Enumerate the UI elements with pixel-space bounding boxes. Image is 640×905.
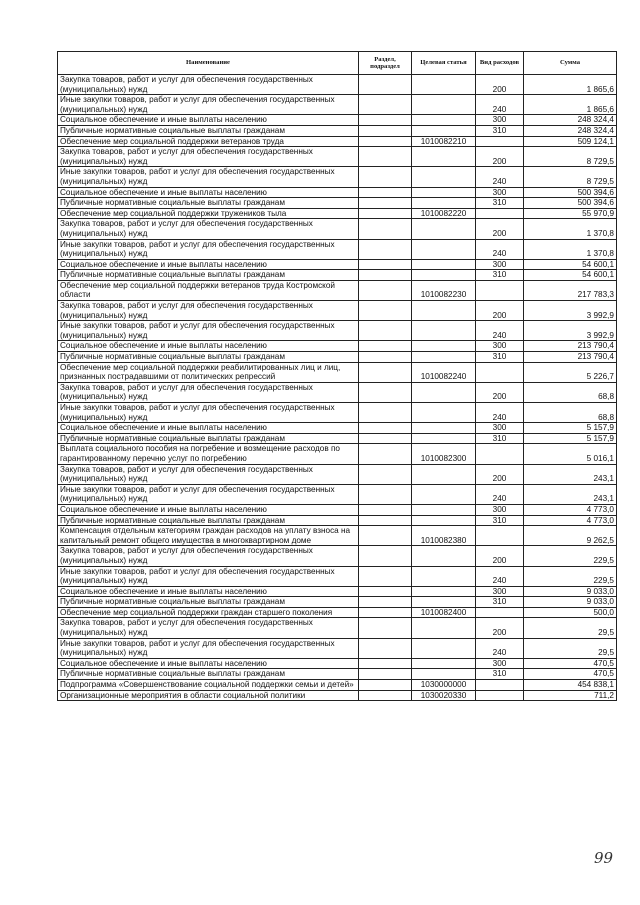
cell-target	[412, 464, 476, 484]
cell-name: Социальное обеспечение и иные выплаты населению	[58, 423, 359, 434]
cell-kind: 240	[476, 321, 524, 341]
cell-name: Публичные нормативные социальные выплаты гражданам	[58, 198, 359, 209]
cell-sum: 229,5	[524, 546, 617, 566]
cell-name: Публичные нормативные социальные выплаты гражданам	[58, 669, 359, 680]
table-row	[58, 208, 617, 219]
cell-section	[359, 321, 412, 341]
cell-target	[412, 423, 476, 434]
table-row	[58, 382, 617, 402]
cell-kind: 240	[476, 566, 524, 586]
cell-kind: 300	[476, 658, 524, 669]
cell-target	[412, 187, 476, 198]
budget-table	[57, 51, 617, 701]
cell-sum: 8 729,5	[524, 167, 617, 187]
cell-name: Обеспечение мер социальной поддержки тружеников тыла	[58, 208, 359, 219]
cell-target	[412, 669, 476, 680]
cell-sum: 5 016,1	[524, 444, 617, 464]
cell-section	[359, 362, 412, 382]
cell-kind	[476, 526, 524, 546]
table-row	[58, 198, 617, 209]
cell-kind	[476, 607, 524, 618]
cell-kind: 300	[476, 115, 524, 126]
cell-section	[359, 219, 412, 239]
cell-kind: 310	[476, 352, 524, 363]
cell-sum: 5 226,7	[524, 362, 617, 382]
cell-kind: 310	[476, 125, 524, 136]
table-row	[58, 597, 617, 608]
cell-kind: 200	[476, 382, 524, 402]
cell-sum: 1 370,8	[524, 219, 617, 239]
cell-section	[359, 546, 412, 566]
cell-sum: 29,5	[524, 618, 617, 638]
cell-name: Публичные нормативные социальные выплаты гражданам	[58, 125, 359, 136]
cell-kind	[476, 280, 524, 300]
cell-kind: 240	[476, 239, 524, 259]
cell-section	[359, 607, 412, 618]
cell-name: Закупка товаров, работ и услуг для обеспечения государственных (муниципальных) нужд	[58, 382, 359, 402]
cell-name: Социальное обеспечение и иные выплаты населению	[58, 187, 359, 198]
cell-name: Иные закупки товаров, работ и услуг для обеспечения государственных (муниципальных) нужд	[58, 95, 359, 115]
cell-section	[359, 658, 412, 669]
table-row	[58, 680, 617, 691]
cell-target	[412, 658, 476, 669]
cell-section	[359, 680, 412, 691]
cell-target	[412, 321, 476, 341]
table-row	[58, 464, 617, 484]
cell-name: Подпрограмма «Совершенствование социальной поддержки семьи и детей»	[58, 680, 359, 691]
table-row	[58, 504, 617, 515]
cell-name: Социальное обеспечение и иные выплаты населению	[58, 586, 359, 597]
cell-kind: 310	[476, 433, 524, 444]
cell-name: Публичные нормативные социальные выплаты гражданам	[58, 433, 359, 444]
table-row	[58, 219, 617, 239]
cell-name: Иные закупки товаров, работ и услуг для обеспечения государственных (муниципальных) нужд	[58, 566, 359, 586]
cell-sum: 229,5	[524, 566, 617, 586]
cell-name: Закупка товаров, работ и услуг для обеспечения государственных (муниципальных) нужд	[58, 147, 359, 167]
cell-name: Выплата социального пособия на погребение и возмещение расходов по гарантированному перечню услуг по погребению	[58, 444, 359, 464]
cell-name: Обеспечение мер социальной поддержки реабилитированных лиц и лиц, признанных пострадавшими от политических репрессий	[58, 362, 359, 382]
cell-name: Иные закупки товаров, работ и услуг для обеспечения государственных (муниципальных) нужд	[58, 638, 359, 658]
cell-kind: 200	[476, 219, 524, 239]
table-row	[58, 403, 617, 423]
cell-section	[359, 444, 412, 464]
cell-sum: 5 157,9	[524, 423, 617, 434]
cell-kind: 200	[476, 75, 524, 95]
cell-name: Публичные нормативные социальные выплаты гражданам	[58, 270, 359, 281]
cell-target	[412, 484, 476, 504]
cell-kind	[476, 362, 524, 382]
cell-target	[412, 546, 476, 566]
table-row	[58, 147, 617, 167]
table-row	[58, 546, 617, 566]
cell-target	[412, 515, 476, 526]
cell-name: Закупка товаров, работ и услуг для обеспечения государственных (муниципальных) нужд	[58, 546, 359, 566]
cell-section	[359, 187, 412, 198]
header-kind: Вид расходов	[476, 52, 524, 75]
cell-section	[359, 270, 412, 281]
cell-sum: 9 033,0	[524, 597, 617, 608]
table-row	[58, 115, 617, 126]
cell-name: Закупка товаров, работ и услуг для обеспечения государственных (муниципальных) нужд	[58, 301, 359, 321]
cell-target	[412, 125, 476, 136]
cell-section	[359, 341, 412, 352]
cell-section	[359, 136, 412, 147]
cell-section	[359, 403, 412, 423]
cell-kind: 310	[476, 515, 524, 526]
cell-target	[412, 597, 476, 608]
cell-sum: 1 865,6	[524, 95, 617, 115]
cell-target	[412, 638, 476, 658]
table-row	[58, 301, 617, 321]
cell-section	[359, 597, 412, 608]
cell-kind: 240	[476, 484, 524, 504]
cell-name: Социальное обеспечение и иные выплаты населению	[58, 259, 359, 270]
table-row	[58, 95, 617, 115]
header-name: Наименование	[58, 52, 359, 75]
cell-sum: 54 600,1	[524, 270, 617, 281]
cell-sum: 9 033,0	[524, 586, 617, 597]
cell-sum: 213 790,4	[524, 341, 617, 352]
cell-kind: 200	[476, 464, 524, 484]
cell-sum: 29,5	[524, 638, 617, 658]
cell-name: Иные закупки товаров, работ и услуг для обеспечения государственных (муниципальных) нужд	[58, 484, 359, 504]
cell-kind: 300	[476, 187, 524, 198]
cell-kind: 200	[476, 546, 524, 566]
cell-kind: 300	[476, 586, 524, 597]
cell-target	[412, 167, 476, 187]
cell-name: Публичные нормативные социальные выплаты гражданам	[58, 597, 359, 608]
cell-sum: 68,8	[524, 403, 617, 423]
cell-sum: 248 324,4	[524, 115, 617, 126]
handwritten-page-number: 99	[594, 849, 614, 867]
cell-name: Социальное обеспечение и иные выплаты населению	[58, 658, 359, 669]
cell-target: 1010082380	[412, 526, 476, 546]
cell-sum: 500 394,6	[524, 198, 617, 209]
table-row	[58, 515, 617, 526]
cell-sum: 68,8	[524, 382, 617, 402]
table-row	[58, 187, 617, 198]
header-section: Раздел, подраздел	[359, 52, 412, 75]
cell-target: 1010082300	[412, 444, 476, 464]
table-row	[58, 658, 617, 669]
cell-name: Социальное обеспечение и иные выплаты населению	[58, 504, 359, 515]
table-row	[58, 586, 617, 597]
cell-name: Публичные нормативные социальные выплаты гражданам	[58, 352, 359, 363]
cell-sum: 55 970,9	[524, 208, 617, 219]
cell-name: Закупка товаров, работ и услуг для обеспечения государственных (муниципальных) нужд	[58, 464, 359, 484]
cell-sum: 500,0	[524, 607, 617, 618]
cell-kind: 310	[476, 270, 524, 281]
cell-target	[412, 504, 476, 515]
cell-target	[412, 115, 476, 126]
cell-section	[359, 566, 412, 586]
cell-name: Закупка товаров, работ и услуг для обеспечения государственных (муниципальных) нужд	[58, 75, 359, 95]
cell-kind	[476, 208, 524, 219]
cell-sum: 248 324,4	[524, 125, 617, 136]
cell-kind: 240	[476, 95, 524, 115]
table-header-row	[58, 52, 617, 75]
cell-section	[359, 618, 412, 638]
cell-sum: 8 729,5	[524, 147, 617, 167]
table-row	[58, 423, 617, 434]
table-row	[58, 75, 617, 95]
cell-kind: 300	[476, 504, 524, 515]
cell-kind	[476, 680, 524, 691]
cell-target	[412, 259, 476, 270]
cell-sum: 3 992,9	[524, 321, 617, 341]
cell-name: Закупка товаров, работ и услуг для обеспечения государственных (муниципальных) нужд	[58, 219, 359, 239]
cell-section	[359, 464, 412, 484]
table-row	[58, 270, 617, 281]
cell-kind	[476, 136, 524, 147]
cell-kind: 300	[476, 341, 524, 352]
cell-kind	[476, 690, 524, 701]
cell-sum: 5 157,9	[524, 433, 617, 444]
cell-sum: 711,2	[524, 690, 617, 701]
cell-section	[359, 382, 412, 402]
cell-sum: 243,1	[524, 464, 617, 484]
table-row	[58, 566, 617, 586]
cell-section	[359, 515, 412, 526]
table-row	[58, 362, 617, 382]
cell-kind: 300	[476, 423, 524, 434]
cell-target	[412, 239, 476, 259]
table-row	[58, 352, 617, 363]
cell-target	[412, 618, 476, 638]
cell-sum: 4 773,0	[524, 504, 617, 515]
table-row	[58, 341, 617, 352]
cell-name: Иные закупки товаров, работ и услуг для обеспечения государственных (муниципальных) нужд	[58, 403, 359, 423]
cell-section	[359, 423, 412, 434]
cell-name: Публичные нормативные социальные выплаты гражданам	[58, 515, 359, 526]
cell-target	[412, 566, 476, 586]
cell-sum: 1 865,6	[524, 75, 617, 95]
cell-target	[412, 219, 476, 239]
cell-target: 1010082220	[412, 208, 476, 219]
cell-sum: 470,5	[524, 669, 617, 680]
cell-target: 1010082240	[412, 362, 476, 382]
cell-section	[359, 586, 412, 597]
cell-name: Закупка товаров, работ и услуг для обеспечения государственных (муниципальных) нужд	[58, 618, 359, 638]
cell-target	[412, 270, 476, 281]
header-sum: Сумма	[524, 52, 617, 75]
cell-target	[412, 586, 476, 597]
cell-target	[412, 382, 476, 402]
table-body	[58, 75, 617, 701]
table-row	[58, 638, 617, 658]
cell-kind: 310	[476, 597, 524, 608]
cell-target	[412, 403, 476, 423]
cell-sum: 509 124,1	[524, 136, 617, 147]
cell-section	[359, 280, 412, 300]
cell-section	[359, 95, 412, 115]
cell-sum: 454 838,1	[524, 680, 617, 691]
cell-name: Иные закупки товаров, работ и услуг для обеспечения государственных (муниципальных) нужд	[58, 321, 359, 341]
cell-section	[359, 433, 412, 444]
cell-section	[359, 638, 412, 658]
table-row	[58, 690, 617, 701]
table-row	[58, 484, 617, 504]
cell-section	[359, 167, 412, 187]
cell-sum: 243,1	[524, 484, 617, 504]
cell-target	[412, 433, 476, 444]
cell-kind: 240	[476, 167, 524, 187]
cell-target	[412, 341, 476, 352]
cell-name: Организационные мероприятия в области социальной политики	[58, 690, 359, 701]
table-row	[58, 526, 617, 546]
cell-target	[412, 301, 476, 321]
cell-name: Иные закупки товаров, работ и услуг для обеспечения государственных (муниципальных) нужд	[58, 167, 359, 187]
cell-target: 1010082230	[412, 280, 476, 300]
cell-kind: 200	[476, 147, 524, 167]
cell-kind: 240	[476, 638, 524, 658]
table-row	[58, 280, 617, 300]
cell-sum: 4 773,0	[524, 515, 617, 526]
header-target: Целевая статья	[412, 52, 476, 75]
table-row	[58, 321, 617, 341]
cell-target: 1010082400	[412, 607, 476, 618]
cell-kind	[476, 444, 524, 464]
cell-section	[359, 526, 412, 546]
cell-section	[359, 147, 412, 167]
cell-sum: 9 262,5	[524, 526, 617, 546]
table-row	[58, 167, 617, 187]
cell-name: Обеспечение мер социальной поддержки ветеранов труда Костромской области	[58, 280, 359, 300]
cell-name: Обеспечение мер социальной поддержки ветеранов труда	[58, 136, 359, 147]
table-row	[58, 669, 617, 680]
cell-section	[359, 75, 412, 95]
cell-section	[359, 125, 412, 136]
cell-name: Социальное обеспечение и иные выплаты населению	[58, 341, 359, 352]
cell-sum: 500 394,6	[524, 187, 617, 198]
cell-target	[412, 147, 476, 167]
table-row	[58, 607, 617, 618]
table-row	[58, 136, 617, 147]
cell-target	[412, 352, 476, 363]
cell-kind: 300	[476, 259, 524, 270]
cell-section	[359, 301, 412, 321]
cell-sum: 1 370,8	[524, 239, 617, 259]
cell-sum: 3 992,9	[524, 301, 617, 321]
cell-target	[412, 95, 476, 115]
cell-target	[412, 198, 476, 209]
cell-target: 1030000000	[412, 680, 476, 691]
table-row	[58, 239, 617, 259]
cell-section	[359, 669, 412, 680]
cell-section	[359, 690, 412, 701]
cell-kind: 240	[476, 403, 524, 423]
cell-target: 1010082210	[412, 136, 476, 147]
cell-kind: 310	[476, 669, 524, 680]
table-row	[58, 259, 617, 270]
table-row	[58, 125, 617, 136]
cell-name: Обеспечение мер социальной поддержки граждан старшего поколения	[58, 607, 359, 618]
cell-kind: 200	[476, 618, 524, 638]
cell-target: 1030020330	[412, 690, 476, 701]
cell-section	[359, 239, 412, 259]
cell-target	[412, 75, 476, 95]
cell-sum: 470,5	[524, 658, 617, 669]
cell-kind: 200	[476, 301, 524, 321]
cell-kind: 310	[476, 198, 524, 209]
cell-name: Иные закупки товаров, работ и услуг для обеспечения государственных (муниципальных) нужд	[58, 239, 359, 259]
cell-name: Социальное обеспечение и иные выплаты населению	[58, 115, 359, 126]
cell-section	[359, 484, 412, 504]
cell-sum: 54 600,1	[524, 259, 617, 270]
cell-name: Компенсация отдельным категориям граждан расходов на уплату взноса на капитальный ремонт общего имущества в многоквартирном доме	[58, 526, 359, 546]
cell-section	[359, 198, 412, 209]
table-row	[58, 618, 617, 638]
cell-section	[359, 504, 412, 515]
table-row	[58, 444, 617, 464]
cell-section	[359, 115, 412, 126]
cell-section	[359, 352, 412, 363]
cell-section	[359, 259, 412, 270]
table-row	[58, 433, 617, 444]
cell-sum: 213 790,4	[524, 352, 617, 363]
cell-sum: 217 783,3	[524, 280, 617, 300]
cell-section	[359, 208, 412, 219]
